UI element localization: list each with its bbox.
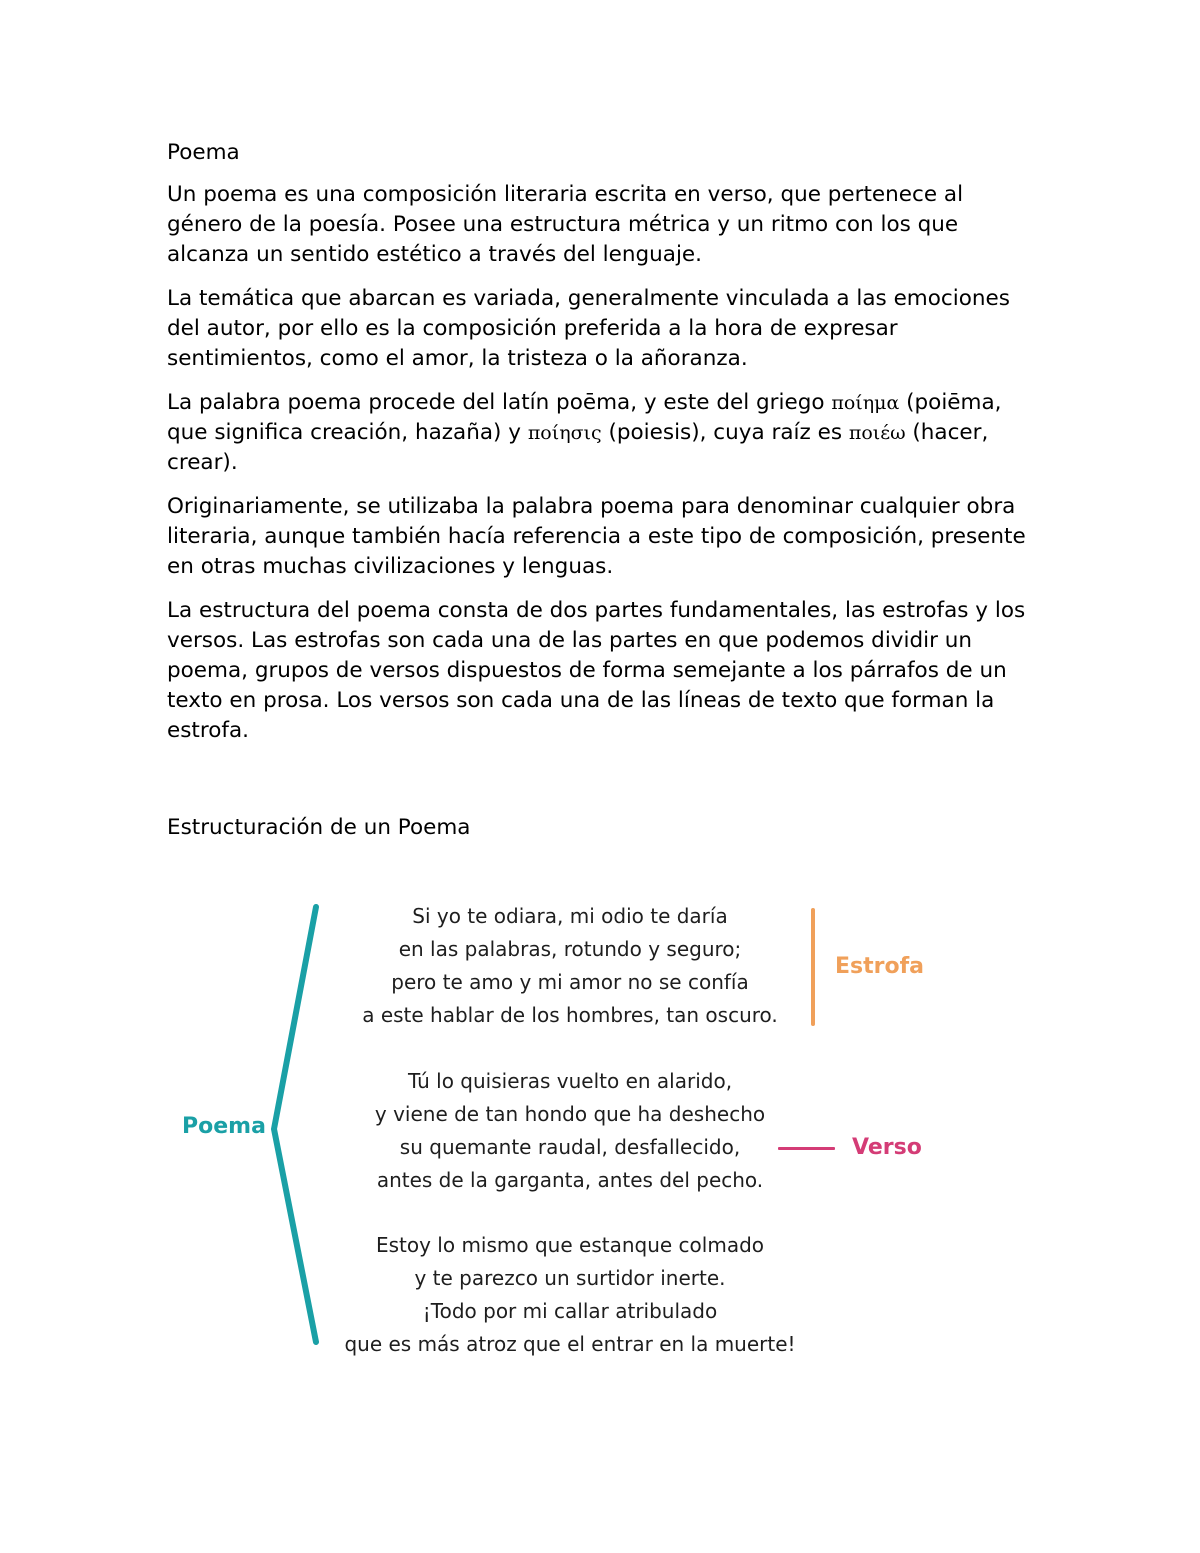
label-poema: Poema (182, 1114, 266, 1139)
verse-line: y te parezco un surtidor inerte. (414, 1266, 726, 1290)
paragraph-theme: La temática que abarcan es variada, generalmente vinculada a las emociones del autor, por ello es la composición preferida a la hora de expresar sentimientos, como el amor, la tristeza o la añoranza. (167, 286, 1010, 371)
stanza-1 (320, 900, 820, 1032)
verse-line: Tú lo quisieras vuelto en alarido, (407, 1069, 733, 1093)
estrofa-marker-bar (811, 908, 815, 1026)
poem-structure-figure (170, 895, 940, 1365)
label-verso: Verso (852, 1135, 922, 1160)
verse-line: Estoy lo mismo que estanque colmado (375, 1233, 765, 1257)
paragraph-definition: Un poema es una composición literaria escrita en verso, que pertenece al género de la poesía. Posee una estructura métrica y un ritmo con los que alcanza un sentido estético a través del lenguaje. (167, 182, 964, 267)
verse-line: Si yo te odiara, mi odio te daría (412, 904, 728, 928)
verse-line: ¡Todo por mi callar atribulado (422, 1299, 718, 1323)
verse-line: su quemante raudal, desfallecido, (399, 1135, 741, 1159)
verse-line: antes de la garganta, antes del pecho. (376, 1168, 764, 1192)
verse-line: y viene de tan hondo que ha deshecho (374, 1102, 766, 1126)
etymology-text: (poiesis), cuya raíz es (601, 420, 849, 445)
etymology-text: (hacer, crear). (167, 420, 989, 475)
etymology-text: La palabra poema procede del latín poēma, y este del griego (167, 390, 832, 415)
verse-line: en las palabras, rotundo y seguro; (398, 937, 742, 961)
stanza-2 (320, 1065, 820, 1197)
greek-word-poieo: ποιέω (848, 422, 906, 444)
greek-word-poiema: ποίημα (831, 392, 900, 414)
verso-marker-line (778, 1147, 835, 1150)
document-title: Poema (167, 140, 240, 165)
paragraph-origin: Originariamente, se utilizaba la palabra poema para denominar cualquier obra literaria, aunque también hacía referencia a este tipo de composición, presente en otras muchas civilizaciones y lenguas. (167, 494, 1026, 579)
greek-word-poiesis: ποίησις (527, 422, 602, 444)
poem-brace-path (274, 907, 316, 1342)
paragraph-etymology (167, 388, 1027, 478)
verse-line: a este hablar de los hombres, tan oscuro. (362, 1003, 778, 1027)
etymology-text: (poiēma, que significa creación, hazaña) y (167, 390, 1002, 445)
verse-line: que es más atroz que el entrar en la muerte! (344, 1332, 796, 1356)
verse-line: pero te amo y mi amor no se confía (391, 970, 749, 994)
label-estrofa: Estrofa (835, 954, 925, 979)
document-body (167, 138, 1027, 760)
stanza-3 (320, 1229, 820, 1361)
section-title: Estructuración de un Poema (167, 815, 471, 840)
paragraph-structure: La estructura del poema consta de dos partes fundamentales, las estrofas y los versos. Las estrofas son cada una de las partes en que podemos dividir un poema, grupos de versos dispuestos de forma semejante a los párrafos de un texto en prosa. Los versos son cada una de las líneas de texto que forman la estrofa. (167, 598, 1026, 743)
